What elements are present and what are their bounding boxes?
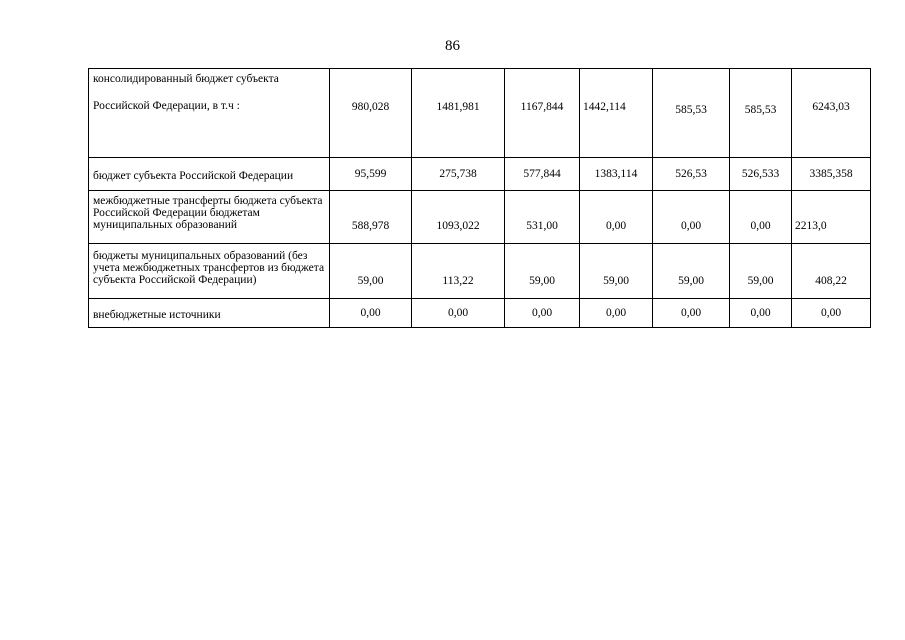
row-label-line1: консолидированный бюджет субъекта <box>93 73 279 85</box>
table-cell: 526,53 <box>653 158 730 191</box>
page-number: 86 <box>445 38 460 54</box>
table-row <box>89 244 871 299</box>
table-cell: 113,22 <box>412 244 505 299</box>
table-cell: 531,00 <box>505 191 580 244</box>
table-cell: 526,533 <box>730 158 792 191</box>
table-cell: 0,00 <box>412 299 505 328</box>
table-row <box>89 299 871 328</box>
table-cell: 0,00 <box>792 299 871 328</box>
table-cell: 1383,114 <box>580 158 653 191</box>
table-cell: 1093,022 <box>412 191 505 244</box>
table-cell: 577,844 <box>505 158 580 191</box>
table-cell: 0,00 <box>653 191 730 244</box>
table-cell: 1442,114 <box>580 69 653 158</box>
table-cell: 0,00 <box>505 299 580 328</box>
row-label: бюджет субъекта Российской Федерации <box>89 158 330 191</box>
table-cell: 6243,03 <box>792 69 871 158</box>
table-cell: 585,53 <box>653 69 730 158</box>
table-cell: 0,00 <box>653 299 730 328</box>
table-cell: 59,00 <box>505 244 580 299</box>
row-label <box>89 244 330 299</box>
row-label-text: бюджеты муниципальных образований (без учета межбюджетных трансфертов из бюджета субъекта Российской Федерации) <box>93 250 325 286</box>
table-cell: 408,22 <box>792 244 871 299</box>
table-cell: 2213,0 <box>792 191 871 244</box>
table-cell: 0,00 <box>730 191 792 244</box>
row-label <box>89 69 330 158</box>
table-cell: 275,738 <box>412 158 505 191</box>
table-cell: 0,00 <box>730 299 792 328</box>
table-row <box>89 69 871 158</box>
row-label: внебюджетные источники <box>89 299 330 328</box>
table-cell: 59,00 <box>653 244 730 299</box>
table-cell: 1481,981 <box>412 69 505 158</box>
table-row <box>89 191 871 244</box>
table-cell: 980,028 <box>330 69 412 158</box>
table-cell: 0,00 <box>580 299 653 328</box>
table-cell: 585,53 <box>730 69 792 158</box>
table-cell: 59,00 <box>330 244 412 299</box>
table-cell: 59,00 <box>730 244 792 299</box>
row-label: межбюджетные трансферты бюджета субъекта Российской Федерации бюджетам муниципальных образований <box>89 191 330 244</box>
table-cell: 0,00 <box>580 191 653 244</box>
row-label-line2: Российской Федерации, в т.ч : <box>93 100 240 112</box>
table-cell: 59,00 <box>580 244 653 299</box>
table-cell: 588,978 <box>330 191 412 244</box>
table-cell: 1167,844 <box>505 69 580 158</box>
table-cell: 95,599 <box>330 158 412 191</box>
table-cell: 0,00 <box>330 299 412 328</box>
table-row <box>89 158 871 191</box>
budget-table <box>88 68 871 328</box>
table-cell: 3385,358 <box>792 158 871 191</box>
